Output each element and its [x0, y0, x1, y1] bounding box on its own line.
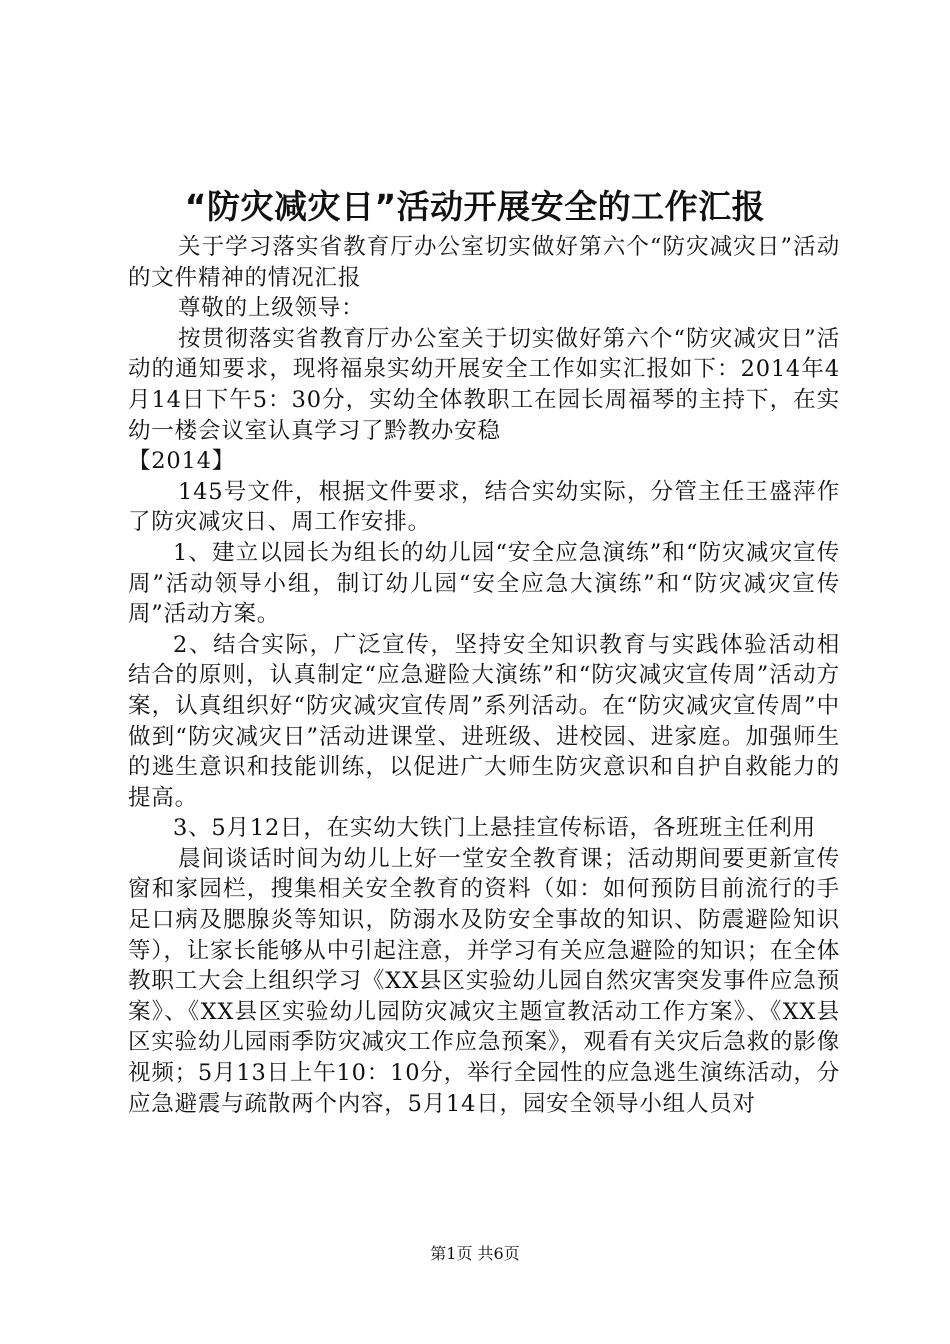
- paragraph-intro: 按贯彻落实省教育厅办公室关于切实做好第六个“防灾减灾日”活动的通知要求，现将福泉实幼开展安全工作如实汇报如下：2014年4月14日下午5：30分，实幼全体教职工在园长周福琴的主持下，在实幼一楼会议室认真学习了黔教办安稳: [128, 325, 840, 444]
- paragraph-salutation: 尊敬的上级领导：: [178, 295, 365, 322]
- paragraph-item-1: 1、建立以园长为组长的幼儿园“安全应急演练”和“防灾减灾宣传周”活动领导小组，制订幼儿园“安全应急大演练”和“防灾减灾宣传周”活动方案。: [128, 539, 840, 628]
- paragraph-item-2: 2、结合实际，广泛宣传，坚持安全知识教育与实践体验活动相结合的原则，认真制定“应急避险大演练”和“防灾减灾宣传周”活动方案，认真组织好“防灾减灾宣传周”系列活动。在“防灾减灾宣传周”中做到“防灾减灾日”活动进课堂、进班级、进校园、进家庭。加强师生的逃生意识和技能训练，以促进广大师生防灾意识和自护自救能力的提高。: [128, 631, 840, 811]
- paragraph-file-145: 145号文件，根据文件要求，结合实幼实际，分管主任王盛萍作了防灾减灾日、周工作安排。: [128, 478, 840, 536]
- paragraph-subject: 关于学习落实省教育厅办公室切实做好第六个“防灾减灾日”活动的文件精神的情况汇报: [128, 234, 840, 291]
- paragraph-item-3: 3、5月12日，在实幼大铁门上悬挂宣传标语，各班班主任利用: [173, 815, 816, 842]
- document-title: “防灾减灾日”活动开展安全的工作汇报: [184, 187, 766, 226]
- paragraph-morning-talk: 晨间谈话时间为幼儿上好一堂安全教育课；活动期间要更新宣传窗和家园栏，搜集相关安全教育的资料（如：如何预防目前流行的手足口病及腮腺炎等知识，防溺水及防安全事故的知识、防震避险知识等），让家长能够从中引起注意，并学习有关应急避险的知识；在全体教职工大会上组织学习《XX县区实验幼儿园自然灾害突发事件应急预案》、《XX县区实验幼儿园防灾减灾主题宣教活动工作方案》、《XX县区实验幼儿园雨季防灾减灾工作应急预案》，观看有关灾后急救的影像视频；5月13日上午10：10分，举行全园性的应急逃生演练活动，分应急避震与疏散两个内容，5月14日，园安全领导小组人员对: [128, 845, 840, 1117]
- document-body: [128, 232, 840, 1119]
- page-number-footer: 第1页 共6页: [430, 1244, 520, 1263]
- paragraph-doc-number: 【2014】: [128, 448, 236, 475]
